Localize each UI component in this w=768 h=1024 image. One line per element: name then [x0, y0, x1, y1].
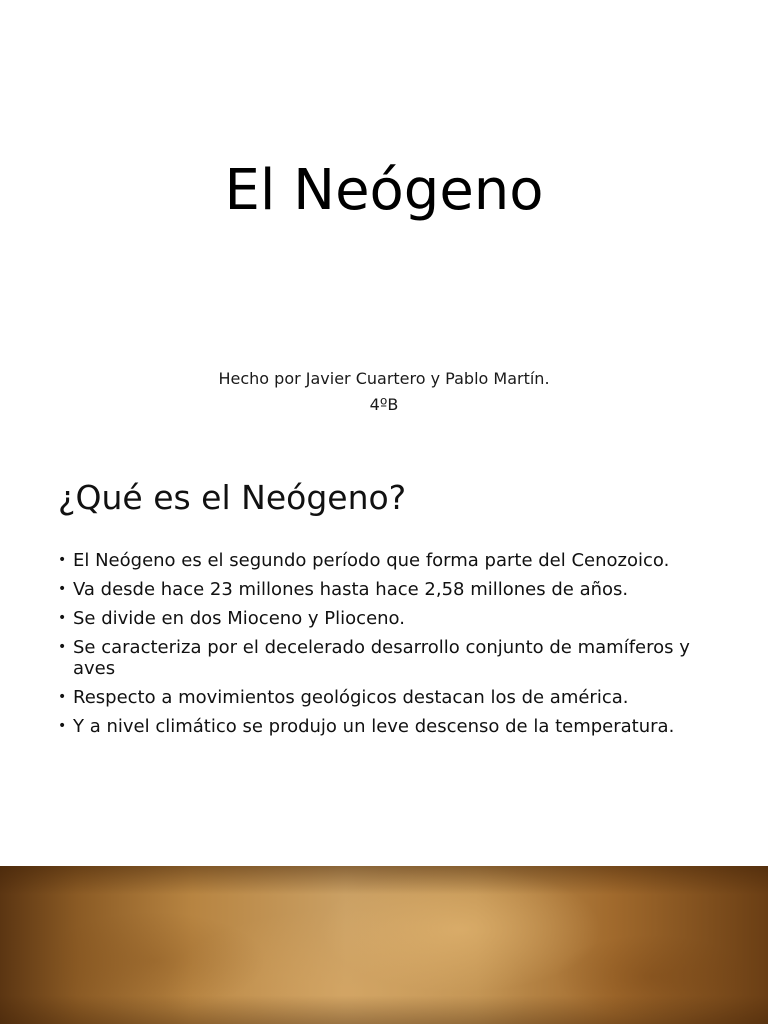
- slide-title: El Neógeno: [224, 158, 544, 223]
- bullet-icon: •: [58, 581, 67, 597]
- content-slide: [0, 430, 768, 866]
- bullet-item: [58, 550, 698, 571]
- class-line: 4ºB: [369, 395, 399, 414]
- bullet-list: [58, 550, 698, 745]
- bullet-item: [58, 687, 698, 708]
- bullet-icon: •: [58, 610, 67, 626]
- authors-line: Hecho por Javier Cuartero y Pablo Martín.: [218, 369, 550, 388]
- bullet-item: [58, 579, 698, 600]
- parchment-texture-image: [0, 866, 768, 1024]
- title-slide: [0, 0, 768, 430]
- bullet-icon: •: [58, 718, 67, 734]
- bullet-icon: •: [58, 689, 67, 705]
- bullet-text: Va desde hace 23 millones hasta hace 2,58 millones de años.: [73, 579, 629, 600]
- bullet-text: Respecto a movimientos geológicos destacan los de américa.: [73, 687, 629, 708]
- bullet-icon: •: [58, 552, 67, 568]
- bullet-text: El Neógeno es el segundo período que forma parte del Cenozoico.: [73, 550, 670, 571]
- bullet-icon: •: [58, 639, 67, 655]
- bullet-item: [58, 608, 698, 629]
- bullet-item: [58, 716, 698, 737]
- slide-subtitle: [0, 366, 768, 418]
- bullet-item: [58, 637, 698, 679]
- bullet-text: Se caracteriza por el decelerado desarrollo conjunto de mamíferos y aves: [73, 637, 690, 679]
- bullet-text: Se divide en dos Mioceno y Plioceno.: [73, 608, 405, 629]
- bullet-text: Y a nivel climático se produjo un leve descenso de la temperatura.: [73, 716, 675, 737]
- slide-heading: ¿Qué es el Neógeno?: [58, 478, 407, 517]
